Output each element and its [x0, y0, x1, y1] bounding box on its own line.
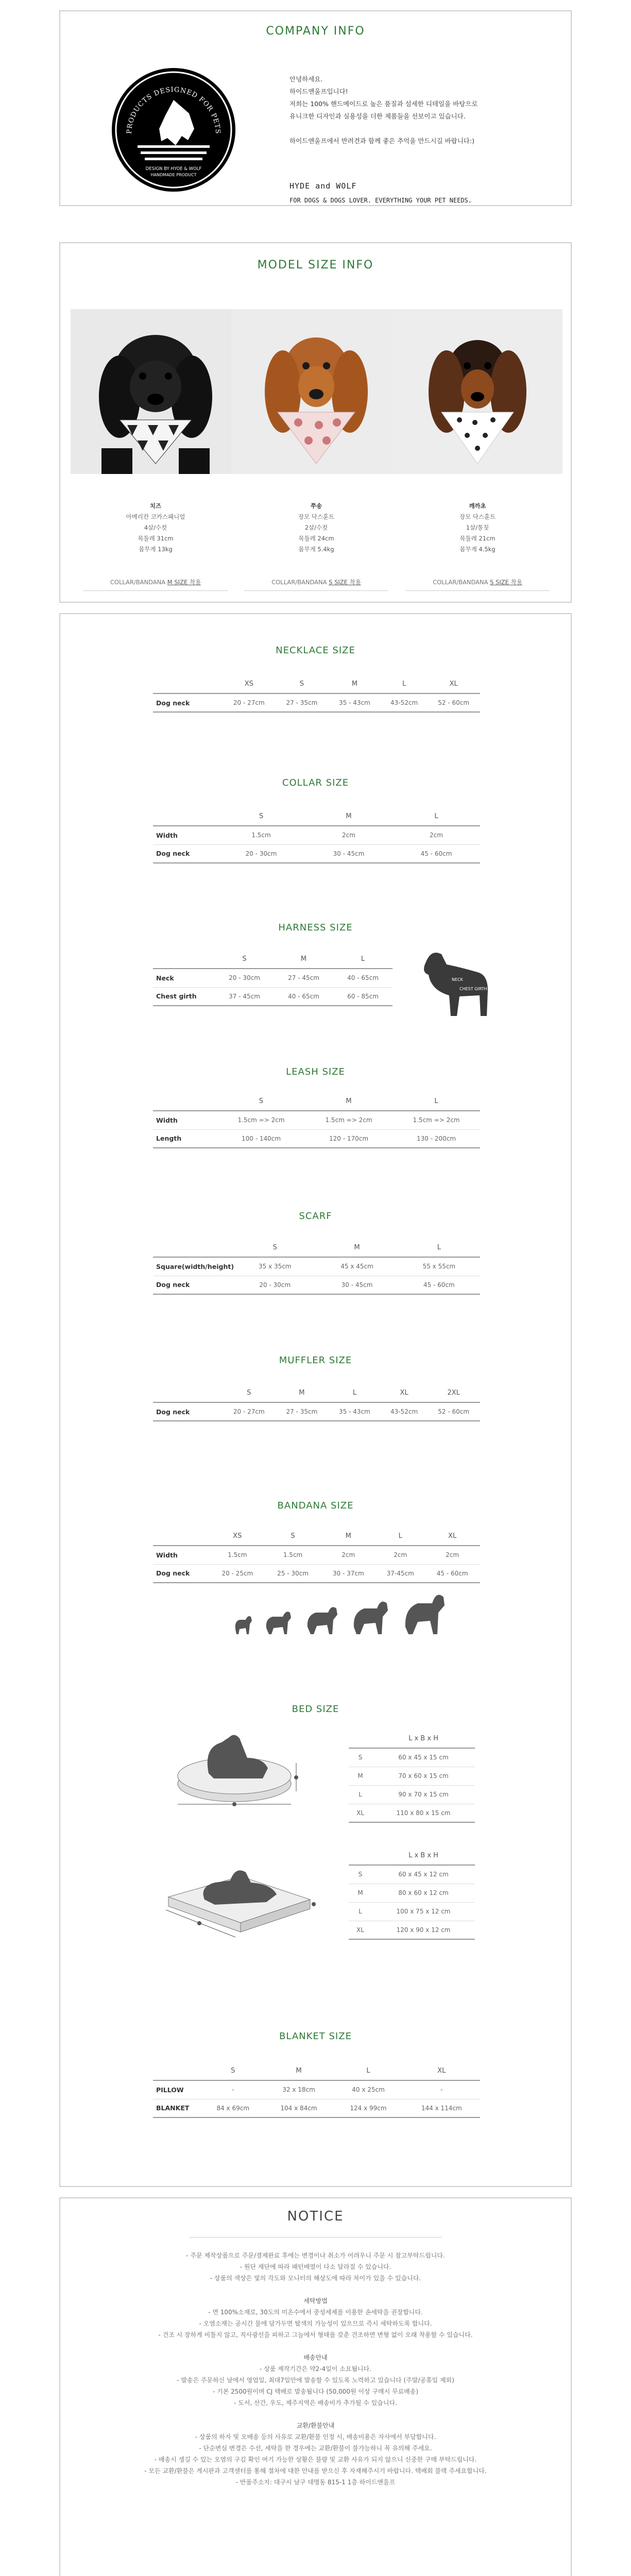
notice-section	[59, 2197, 572, 2576]
leash-size-table	[153, 1092, 480, 1148]
size-cell: L	[359, 1908, 362, 1915]
harness-dog-figure	[411, 944, 496, 1021]
round-bed-table	[349, 1730, 475, 1823]
cell: 45 - 60cm	[423, 1281, 455, 1289]
cell: 27 - 35cm	[286, 699, 318, 706]
dog-silhouette-icon	[235, 1595, 445, 1634]
cell: 35 - 43cm	[339, 1408, 370, 1415]
notice-title: NOTICE	[287, 2209, 344, 2224]
cell: 45 - 60cm	[436, 1569, 468, 1577]
row-label: Neck	[156, 974, 174, 982]
header-xs: XS	[233, 1532, 242, 1540]
header-xl: XL	[437, 2067, 446, 2075]
model-breed: 장모 닥스훈트	[459, 513, 496, 520]
header-s: S	[231, 2067, 235, 2075]
header-l: L	[366, 2067, 370, 2075]
black-tan-dachshund-icon	[393, 309, 562, 474]
notice-line: - 오염소재는 공시간 물에 담가두면 탈색의 가능성이 있으므로 즉시 세탁하도록 합니다.	[199, 2320, 432, 2327]
blanket-size-table	[153, 2062, 480, 2118]
brand-tagline: FOR DOGS & DOGS LOVER. EVERYTHING YOUR PET NEEDS.	[289, 197, 472, 204]
long-haired-dachshund-icon	[231, 309, 401, 474]
model-caption-kkakkacho	[393, 501, 562, 555]
header-l: L	[352, 1389, 357, 1397]
bandana-size-title: BANDANA SIZE	[277, 1500, 354, 1511]
header-xs: XS	[244, 680, 253, 688]
notice-line: - 상품의 색상은 빛의 각도와 모니터의 해상도에 따라 차이가 있을 수 있습니다.	[210, 2275, 421, 2282]
row-label: PILLOW	[156, 2086, 184, 2094]
cell: 40 - 65cm	[288, 992, 319, 1000]
size-cell: M	[357, 1889, 363, 1896]
header-xl: XL	[449, 680, 458, 688]
size-cell: XL	[356, 1926, 364, 1934]
row-label: Square(width/height)	[156, 1262, 234, 1270]
size-charts-section	[59, 613, 572, 2187]
model-weight: 몸무게 13kg	[139, 546, 173, 553]
model-weight: 몸무게 4.5kg	[459, 546, 496, 553]
logo-handmade: HANDMADE PRODUCT	[150, 173, 197, 177]
cell: 55 x 55cm	[422, 1263, 456, 1270]
notice-heading-washing: 세탁방법	[303, 2297, 328, 2304]
model-photo-cheese	[71, 309, 241, 474]
row-label: BLANKET	[156, 2104, 190, 2112]
cell: 45 - 60cm	[420, 850, 452, 857]
cell: 27 - 45cm	[288, 974, 319, 982]
header-m: M	[351, 680, 358, 688]
cell: 20 - 25cm	[221, 1569, 253, 1577]
model-size-section	[59, 242, 572, 603]
cell: 2cm	[430, 832, 443, 839]
cell: 84 x 69cm	[216, 2104, 250, 2112]
model-wear-cheese: COLLAR/BANDANA M SIZE 착용	[110, 579, 201, 586]
model-breed: 아메리칸 코카스패니얼	[126, 513, 185, 520]
header-l: L	[437, 1244, 441, 1251]
notice-line: - 면 100%소재로, 30도의 미온수에서 중성세제를 이용한 손세탁을 권장합니다.	[208, 2309, 423, 2316]
model-name: 치즈	[149, 502, 162, 510]
divider	[244, 590, 388, 591]
cell: 100 x 75 x 12 cm	[396, 1908, 451, 1915]
scarf-size-table	[153, 1239, 480, 1295]
model-wear-jjusong: COLLAR/BANDANA S SIZE 착용	[271, 579, 361, 586]
blanket-size-title: BLANKET SIZE	[279, 2031, 352, 2042]
cell: 1.5cm => 2cm	[237, 1116, 285, 1124]
model-caption-jjusong	[231, 501, 401, 555]
notice-line: - 발송은 주문하신 날에서 영업일, 최대7일안에 발송할 수 있도록 노력하고 있습니다 (주말/공휴일 제외)	[177, 2377, 454, 2384]
header-2xl: 2XL	[447, 1389, 460, 1397]
dog-size-silhouettes	[225, 1583, 452, 1639]
brand-logo	[112, 68, 235, 192]
row-label: Dog neck	[156, 699, 190, 707]
intro-line: 유니크한 디자인과 실용성을 더한 제품들을 선보이고 있습니다.	[289, 112, 466, 120]
cell: 27 - 35cm	[286, 1408, 318, 1415]
model-neck: 목둘레 31cm	[138, 535, 174, 542]
model-name: 깨까초	[469, 502, 486, 510]
cell: 124 x 99cm	[350, 2104, 387, 2112]
cell: 20 - 30cm	[245, 850, 277, 857]
size-cell: M	[357, 1772, 363, 1780]
notice-line: - 단순변심 변경은 수선, 세탁을 한 경우에는 교환/환불이 불가능하니 꼭 유의해 주세요.	[199, 2445, 432, 2452]
cell: 30 - 37cm	[332, 1569, 364, 1577]
cell: 37-45cm	[386, 1569, 414, 1577]
notice-heading-exchange: 교환/환불안내	[296, 2422, 335, 2429]
header-l: L	[361, 955, 365, 963]
notice-heading-shipping: 배송안내	[303, 2354, 328, 2361]
size-cell: L	[359, 1791, 362, 1798]
square-bed-figure	[163, 1851, 318, 1943]
notice-line: - 상품 제작기간은 약2-4일이 소요됩니다.	[260, 2365, 371, 2372]
harness-size-table	[153, 950, 393, 1006]
size-cell: S	[358, 1754, 363, 1761]
model-neck: 목둘레 21cm	[459, 535, 496, 542]
header-m: M	[300, 955, 307, 963]
cell: 45 x 45cm	[340, 1263, 373, 1270]
row-label: Width	[156, 1551, 178, 1559]
cell: 25 - 30cm	[277, 1569, 309, 1577]
harness-chest-label: CHEST GIRTH	[459, 987, 487, 991]
cell: -	[232, 2086, 234, 2094]
model-caption-cheese	[71, 501, 241, 555]
cell: 40 x 25cm	[352, 2086, 385, 2094]
black-cocker-spaniel-icon	[71, 309, 241, 474]
model-photo-kkakkacho	[393, 309, 562, 474]
size-cell: S	[358, 1871, 363, 1878]
row-label: Dog neck	[156, 850, 190, 858]
muffler-size-table	[153, 1384, 480, 1421]
cell: 30 - 45cm	[333, 850, 365, 857]
cell: 2cm	[394, 1551, 407, 1559]
notice-body	[60, 2250, 571, 2488]
row-label: Width	[156, 1116, 178, 1124]
model-photo-jjusong	[231, 309, 401, 474]
cell: 2cm	[342, 1551, 355, 1559]
scarf-size-title: SCARF	[299, 1211, 332, 1222]
notice-line: - 상품의 하자 및 오배송 등의 사유로 교환/환불 인정 시, 배송비용은 자사에서 부담합니다.	[195, 2433, 436, 2441]
cell: 100 - 140cm	[241, 1134, 281, 1142]
cell: 2cm	[342, 832, 355, 839]
cell: 20 - 27cm	[233, 1408, 265, 1415]
size-cell: XL	[356, 1809, 364, 1817]
header-m: M	[296, 2067, 302, 2075]
row-label: Dog neck	[156, 1281, 190, 1289]
header-xl: XL	[400, 1389, 408, 1397]
cell: 30 - 45cm	[341, 1281, 373, 1289]
bed-size-title: BED SIZE	[292, 1704, 339, 1715]
intro-line: 저희는 100% 핸드메이드로 높은 품질과 섬세한 디테일을 바탕으로	[289, 100, 478, 108]
cell: 1.5cm => 2cm	[325, 1116, 372, 1124]
cell: 144 x 114cm	[421, 2104, 462, 2112]
cell: 130 - 200cm	[416, 1134, 456, 1142]
brand-signature: HYDE and WOLF	[289, 181, 357, 191]
header-s: S	[247, 1389, 251, 1397]
notice-line: - 반품주소지: 대구시 남구 대명동 815-1 1층 하이드앤울프	[235, 2479, 396, 2486]
intro-line: 하이드앤울프에서 반려견과 함께 좋은 추억을 만드시길 바랍니다:)	[289, 137, 474, 145]
row-label: Dog neck	[156, 1569, 190, 1578]
cell: 104 x 84cm	[280, 2104, 317, 2112]
header-m: M	[345, 1532, 351, 1540]
header-m: M	[346, 812, 352, 820]
model-wear-kkakkacho: COLLAR/BANDANA S SIZE 착용	[433, 579, 522, 586]
company-info-section	[59, 10, 572, 206]
header-s: S	[272, 1244, 277, 1251]
header-m: M	[299, 1389, 305, 1397]
cell: 60 x 45 x 12 cm	[398, 1871, 449, 1878]
cell: 120 x 90 x 12 cm	[396, 1926, 451, 1934]
notice-line: - 배송시 생길 수 있는 오염의 구김 확인 여기 가능한 상황은 불량 및 교환 사유가 되지 않으니 신중한 구매 부탁드립니다.	[154, 2456, 477, 2463]
cell: 120 - 170cm	[329, 1134, 369, 1142]
model-neck: 목둘레 24cm	[298, 535, 334, 542]
intro-spacer	[289, 123, 477, 135]
cell: 52 - 60cm	[438, 1408, 470, 1415]
divider	[83, 590, 228, 591]
wolf-logo-icon	[112, 68, 235, 192]
header-dimensions: L x B x H	[408, 1852, 438, 1859]
header-l: L	[434, 1097, 438, 1105]
logo-arc-text: PRODUCTS DESIGNED FOR PETS	[125, 86, 222, 134]
row-label: Chest girth	[156, 992, 197, 1001]
model-age: 4살/수컷	[144, 524, 167, 531]
header-s: S	[259, 1097, 264, 1105]
square-bed-table	[349, 1846, 475, 1940]
muffler-size-title: MUFFLER SIZE	[279, 1355, 352, 1366]
cell: 43-52cm	[390, 1408, 418, 1415]
cell: 60 - 85cm	[347, 992, 379, 1000]
header-s: S	[259, 812, 264, 820]
notice-line: - 모든 교환/환불은 게시판과 고객센터를 통해 절차에 대한 안내를 받으신 후 자재해주시기 바랍니다. 택배회 블랙 주세요합니다.	[144, 2467, 487, 2475]
round-bed-figure	[173, 1727, 306, 1815]
cell: 110 x 80 x 15 cm	[396, 1809, 451, 1817]
cell: 1.5cm	[228, 1551, 247, 1559]
bandana-size-table	[153, 1527, 480, 1583]
cell: 20 - 30cm	[259, 1281, 291, 1289]
model-breed: 장모 닥스훈트	[298, 513, 335, 520]
cell: 35 - 43cm	[339, 699, 370, 706]
model-name: 쭈송	[310, 502, 322, 510]
cell: 20 - 27cm	[233, 699, 265, 706]
header-dimensions: L x B x H	[408, 1735, 438, 1742]
cell: 1.5cm => 2cm	[413, 1116, 460, 1124]
cell: 80 x 60 x 12 cm	[398, 1889, 449, 1896]
cell: -	[440, 2086, 443, 2094]
header-xl: XL	[448, 1532, 457, 1540]
notice-line: - 원단 재단에 따라 패턴배열이 다소 달라질 수 있습니다.	[240, 2263, 391, 2270]
notice-line: - 도서, 산간, 우도, 제주지역은 배송비가 추가될 수 있습니다.	[234, 2399, 397, 2406]
cell: 52 - 60cm	[438, 699, 470, 706]
necklace-size-title: NECKLACE SIZE	[276, 645, 355, 656]
cell: 70 x 60 x 15 cm	[398, 1772, 449, 1780]
row-label: Length	[156, 1134, 182, 1143]
header-l: L	[402, 680, 406, 688]
cell: 2cm	[446, 1551, 459, 1559]
model-weight: 몸무게 5.4kg	[298, 546, 334, 553]
row-label: Width	[156, 831, 178, 839]
header-m: M	[346, 1097, 352, 1105]
cell: 90 x 70 x 15 cm	[398, 1791, 449, 1798]
necklace-size-table	[153, 675, 480, 713]
notice-line: - 건조 시 장하게 비틀지 않고, 직사광선을 피하고 그늘에서 형태를 갖춘 건조하면 변형 없이 오래 착용할 수 있습니다.	[158, 2331, 473, 2338]
intro-line: 안녕하세요.	[289, 75, 323, 83]
cell: 43-52cm	[390, 699, 418, 706]
cell: 1.5cm	[251, 832, 271, 839]
model-size-title: MODEL SIZE INFO	[257, 259, 374, 272]
cell: 1.5cm	[283, 1551, 303, 1559]
collar-size-table	[153, 807, 480, 863]
model-age: 1살/통칫	[466, 524, 489, 531]
cell: 37 - 45cm	[229, 992, 260, 1000]
header-s: S	[299, 680, 304, 688]
header-s: S	[291, 1532, 295, 1540]
harness-neck-label: NECK	[452, 977, 463, 982]
notice-line: - 기본 2500원이며 CJ 택배로 발송됩니다 (50,000원 이상 구매시 무료배송)	[212, 2388, 419, 2395]
cell: 20 - 30cm	[229, 974, 260, 982]
divider	[189, 2237, 442, 2238]
cell: 32 x 18cm	[282, 2086, 315, 2094]
company-info-title: COMPANY INFO	[266, 25, 365, 38]
header-m: M	[354, 1244, 360, 1251]
cell: 60 x 45 x 15 cm	[398, 1754, 449, 1761]
row-label: Dog neck	[156, 1408, 190, 1416]
model-age: 2살/수컷	[304, 524, 328, 531]
leash-size-title: LEASH SIZE	[286, 1066, 345, 1077]
header-l: L	[398, 1532, 402, 1540]
notice-line: - 주문 제작상품으로 주문/결제완료 후에는 변경이나 취소가 어려우니 주문 시 참고부탁드립니다.	[186, 2252, 445, 2259]
cell: 40 - 65cm	[347, 974, 379, 982]
header-s: S	[242, 955, 247, 963]
cell: 35 x 35cm	[258, 1263, 292, 1270]
header-l: L	[434, 812, 438, 820]
logo-design-by: DESIGN BY HYOE & WOLF	[145, 166, 202, 172]
collar-size-title: COLLAR SIZE	[282, 777, 349, 788]
harness-size-title: HARNESS SIZE	[278, 922, 353, 933]
company-intro	[289, 73, 477, 147]
divider	[405, 590, 550, 591]
intro-line: 하이드앤울프입니다!	[289, 88, 348, 95]
